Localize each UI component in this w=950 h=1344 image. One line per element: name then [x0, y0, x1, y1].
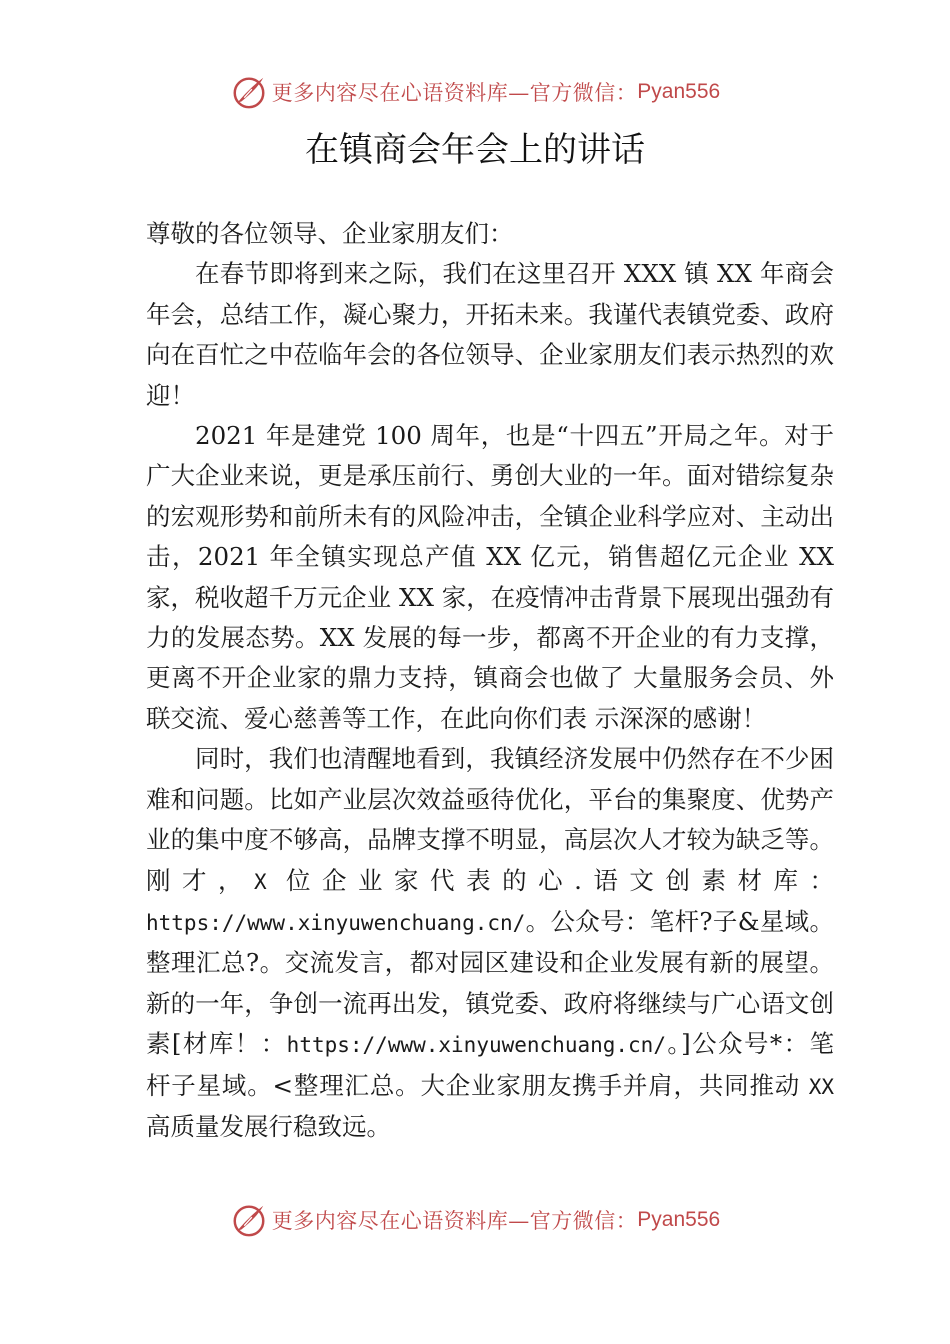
paragraph-3-text-c: 位企业家代表的心. — [266, 865, 582, 895]
page-title: 在镇商会年会上的讲话 — [305, 130, 645, 170]
footer-watermark-banner — [0, 1198, 950, 1242]
paragraph-1: 在春节即将到来之际，我们在这里召开 XXX 镇 XX 年商会年会，总结工作，凝心聚力，开拓未来。我谨代表镇党委、政府向在百忙之中莅临年会的各位领导、企业家朋友们表示热烈的欢迎！ — [146, 259, 834, 410]
paragraph-3-text-i: XX — [808, 1074, 834, 1099]
header-watermark-banner — [0, 70, 950, 114]
paragraph-3-text-j: 高质量发展行稳致远。 — [146, 1111, 391, 1141]
paragraph-3-url-2: https://www.xinyuwenchuang.cn/ — [286, 1033, 666, 1058]
paragraph-3-url-1: https://www.xinyuwenchuang.cn/ — [146, 910, 526, 935]
paragraph-3-text-h: 。]公众号*：笔杆子星域。<整理汇总。大企业家朋友携手并肩，共同推动 — [146, 1029, 834, 1100]
paragraph-3 — [146, 739, 834, 1147]
paragraph-3-text-d: 语文创素材库： — [581, 865, 835, 895]
quill-logo-icon — [230, 1201, 268, 1239]
banner-wechat-id: Pyan556 — [637, 1208, 721, 1231]
paragraph-3-text-b: X — [254, 869, 267, 894]
document-body — [146, 214, 834, 1147]
banner-text: 更多内容尽在心语资料库—官方微信： — [271, 81, 638, 105]
paragraph-3-text-a: 同时，我们也清醒地看到，我镇经济发展中仍然存在不少困难和问题。比如产业层次效益亟待优化，平台的集聚度、优势产业的集中度不够高，品牌支撑不明显，高层次人才较为缺乏等。刚才， — [146, 744, 834, 895]
paragraph-2: 2021 年是建党 100 周年，也是“十四五”开局之年。对于广大企业来说，更是承压前行、勇创大业的一年。面对错综复杂的宏观形势和前所未有的风险冲击，全镇企业科学应对、主动出击，2021 年全镇实现总产值 XX 亿元，销售超亿元企业 XX 家，税收超千万元企业 XX 家，在疫情冲击背景下展现出强劲有力的发展态势。XX 发展的每一步，都离不开企业的有力支撑，更离不开企业家的鼎力支持，镇商会也做了 大量服务会员、外联交流、爱心慈善等工作，在此向你们表 示深深的感谢！ — [146, 421, 834, 733]
banner-text: 更多内容尽在心语资料库—官方微信： — [271, 1209, 638, 1233]
banner-wechat-id: Pyan556 — [637, 80, 721, 103]
salutation: 尊敬的各位领导、企业家朋友们： — [146, 219, 514, 248]
paragraph-3-text-f: 。公众号：笔杆?子&星域。整理汇总?。交流发言，都对园区建设和企业发展有新的展望。新的一年，争创一流再出发，镇党委、政府将继续与广心语文创素[材库！： — [146, 906, 834, 1059]
quill-logo-icon — [230, 73, 268, 111]
